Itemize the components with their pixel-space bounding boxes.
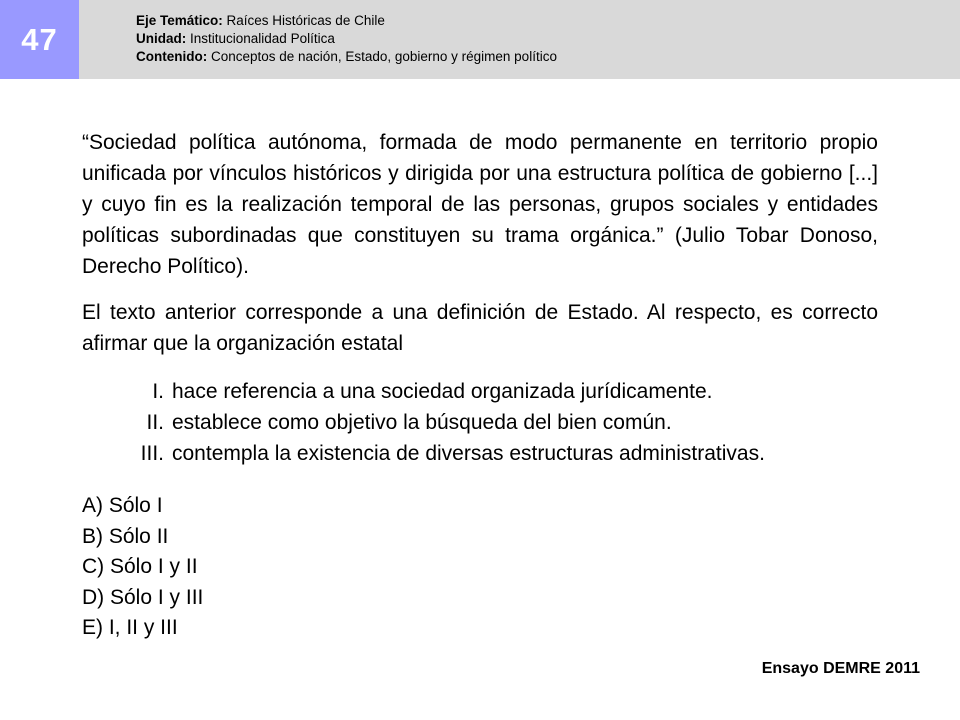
question-stem: El texto anterior corresponde a una definición de Estado. Al respecto, es correcto afirmar que la organización estatal xyxy=(82,301,878,355)
source-footer: Ensayo DEMRE 2011 xyxy=(761,660,920,677)
statement-item xyxy=(82,407,878,438)
header-bar xyxy=(0,0,960,79)
option-c[interactable]: C) Sólo I y II xyxy=(82,555,198,578)
quote-paragraph: “Sociedad política autónoma, formada de modo permanente en territorio propio unificada por vínculos históricos y dirigida por una estructura política de gobierno [...] y cuyo fin es la realización temporal de las personas, grupos sociales y entidades políticas subordinadas que constituyen su trama orgánica.” (Julio Tobar Donoso, Derecho Político). xyxy=(82,131,878,278)
answer-options xyxy=(82,491,878,644)
statement-text: establece como objetivo la búsqueda del bien común. xyxy=(172,411,672,434)
eje-tematico-line xyxy=(136,12,557,30)
option-e[interactable]: E) I, II y III xyxy=(82,616,178,639)
statement-numeral: I. xyxy=(152,380,164,403)
unidad-label: Unidad: xyxy=(136,31,187,46)
unidad-line xyxy=(136,30,557,48)
unidad-value: Institucionalidad Política xyxy=(186,31,335,46)
option-b[interactable]: B) Sólo II xyxy=(82,524,169,548)
option-d[interactable]: D) Sólo I y III xyxy=(82,585,204,609)
question-body xyxy=(82,127,878,644)
eje-value: Raíces Históricas de Chile xyxy=(222,13,385,28)
statement-item xyxy=(82,376,878,407)
question-number-box xyxy=(0,0,79,79)
contenido-line xyxy=(136,48,557,66)
eje-label: Eje Temático: xyxy=(136,13,223,28)
statement-text: hace referencia a una sociedad organizada jurídicamente. xyxy=(172,380,713,403)
topic-metadata xyxy=(136,12,557,66)
contenido-label: Contenido: xyxy=(136,49,208,64)
contenido-value: Conceptos de nación, Estado, gobierno y régimen político xyxy=(207,49,557,64)
statement-list xyxy=(82,376,878,469)
statement-numeral: II. xyxy=(146,411,164,434)
question-number: 47 xyxy=(21,21,58,57)
option-a[interactable]: A) Sólo I xyxy=(82,494,163,517)
statement-item xyxy=(82,438,878,469)
statement-text: contempla la existencia de diversas estructuras administrativas. xyxy=(172,442,765,465)
statement-numeral: III. xyxy=(140,442,164,465)
